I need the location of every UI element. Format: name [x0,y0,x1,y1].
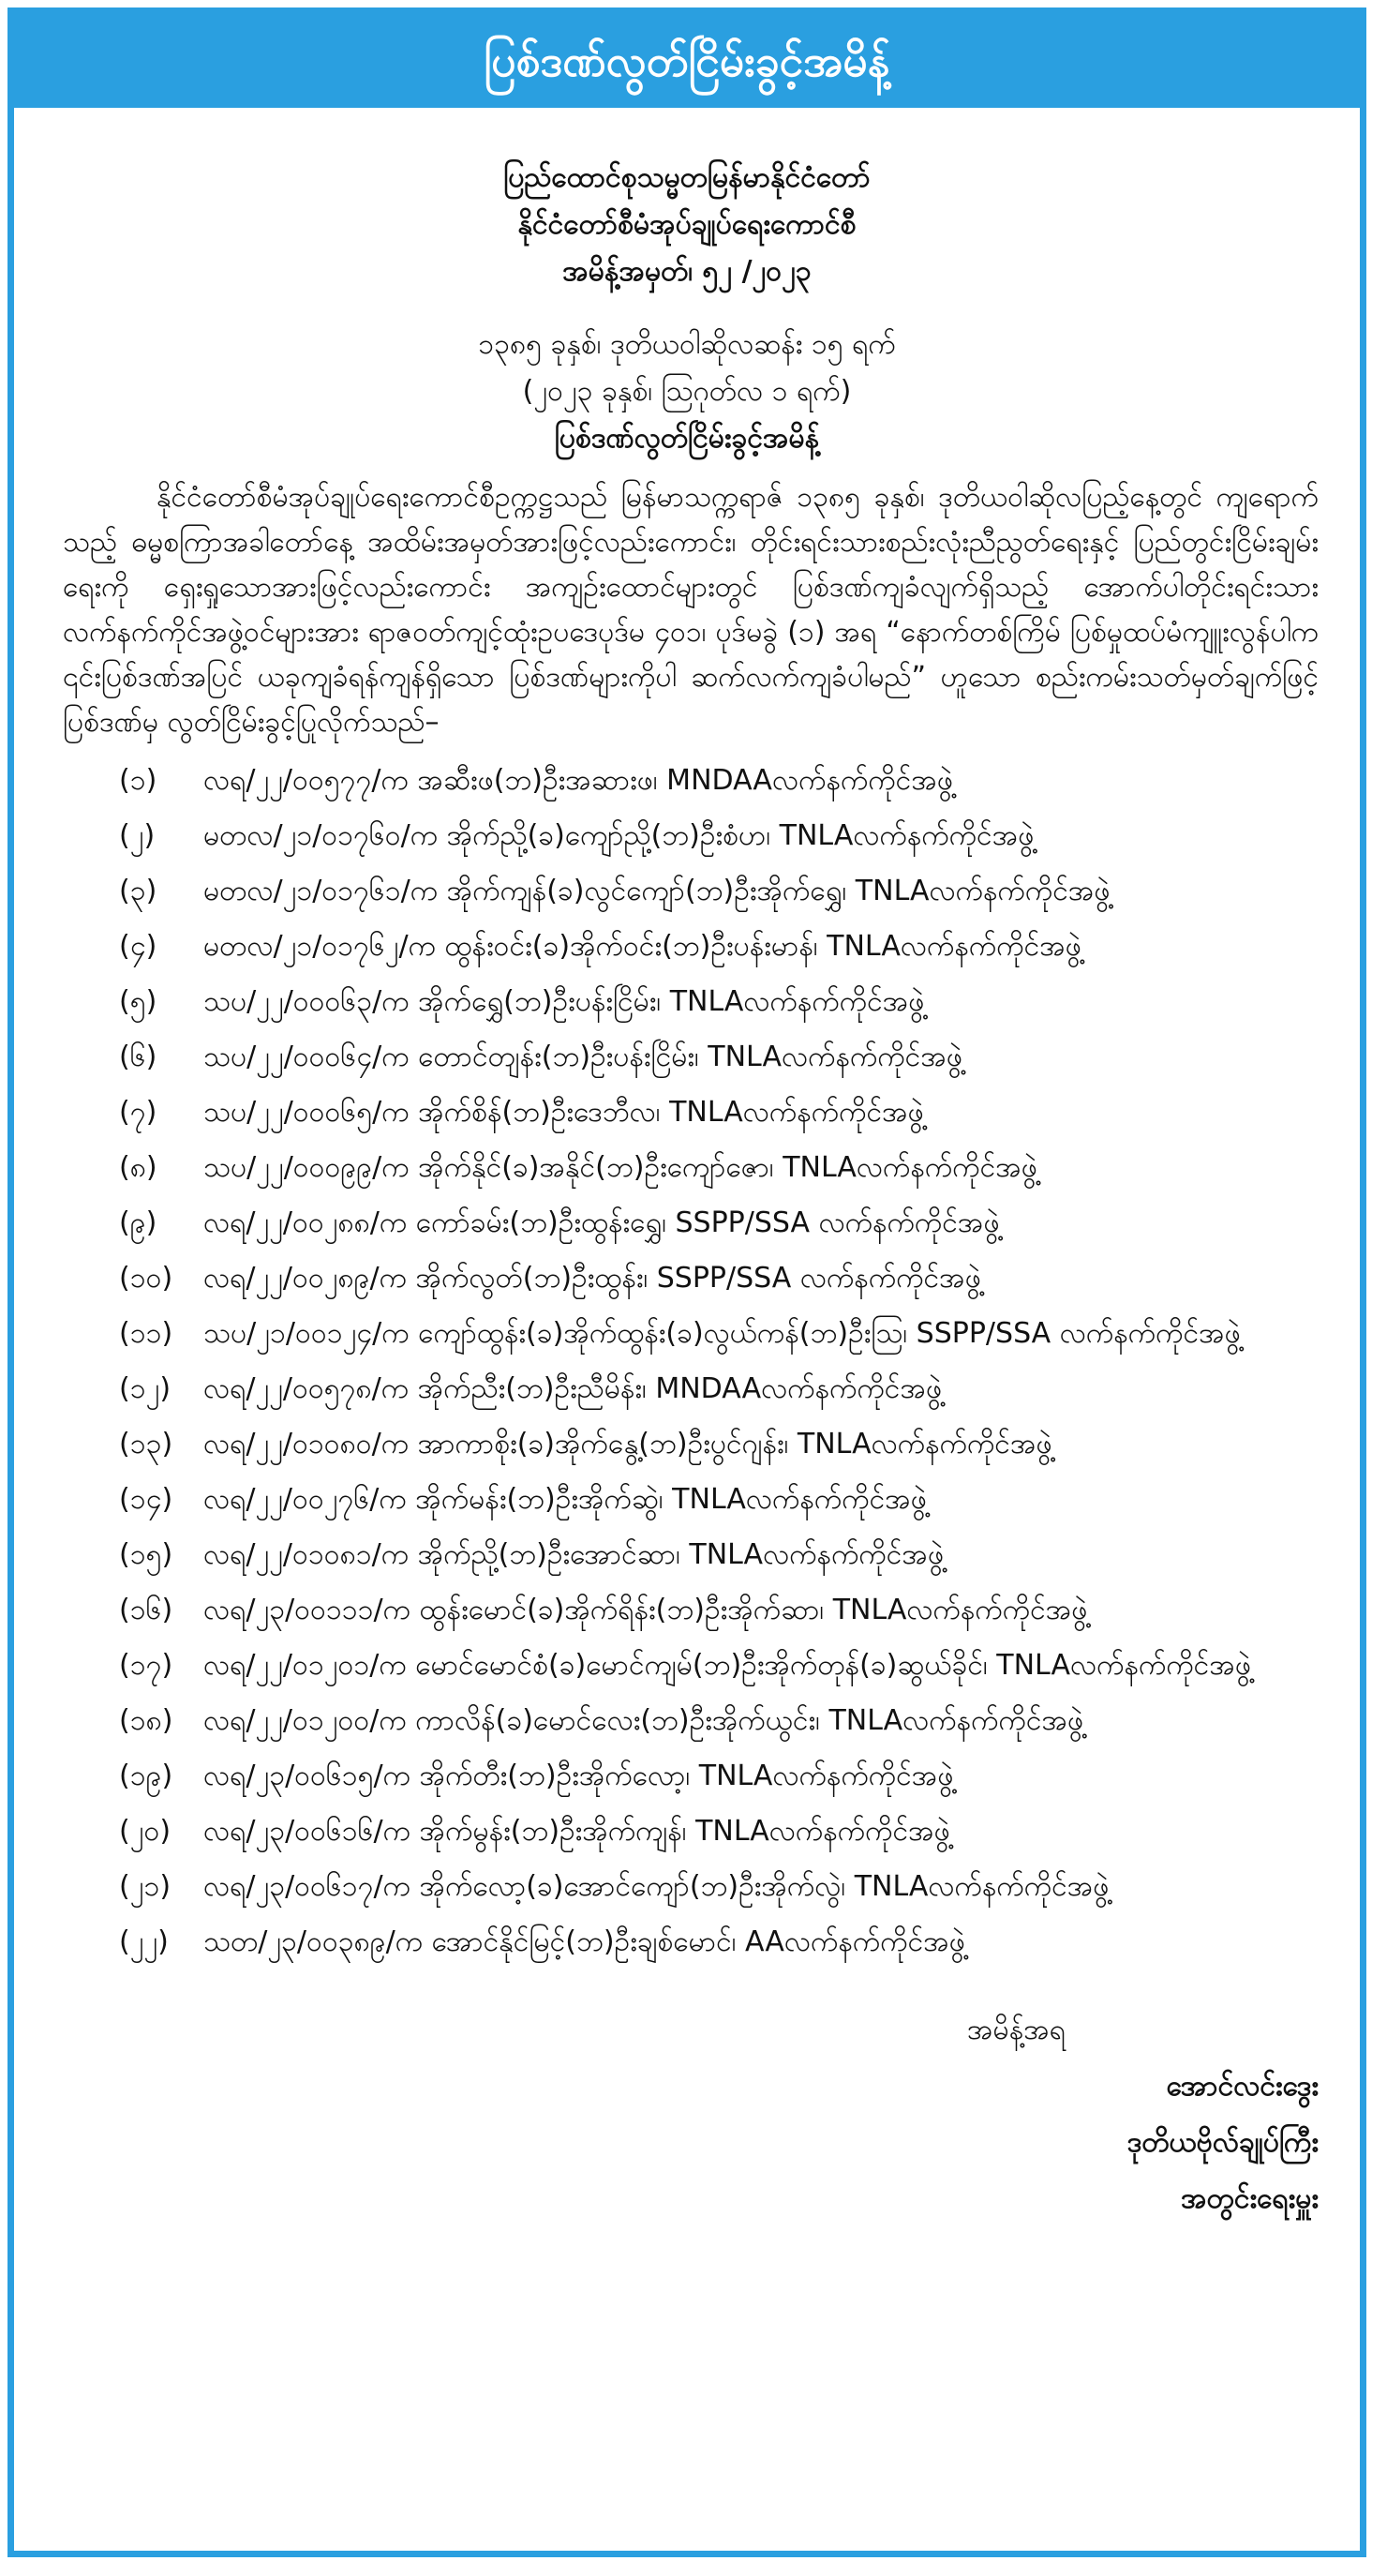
item-number: (၂၀) [119,1815,172,1848]
item-number: (၉) [119,1206,157,1239]
item-text: လရ/၂၂/၀၁၀၈၁/က အိုက်ညို့(ဘ)ဦးအောင်ဆာ၊ TNLAလက်နက်ကိုင်အဖွဲ့ [203,1538,945,1571]
item-text: မတလ/၂၁/၀၁၇၆၂/က ထွန်းဝင်း(ခ)အိုက်ဝင်း(ဘ)ဦးပန်းမာန်၊ TNLAလက်နက်ကိုင်အဖွဲ့ [203,930,1081,963]
signatory-name: အောင်လင်းဒွေး [1166,2070,1319,2103]
list-item [63,1699,1319,1744]
item-number: (၅) [119,985,157,1018]
item-text: သပ/၂၂/၀၀၀၆၃/က အိုက်ရွှေ(ဘ)ဦးပန်းငြိမ်း၊ TNLAလက်နက်ကိုင်အဖွဲ့ [203,985,925,1018]
item-number: (၈) [119,1151,157,1184]
list-item [63,1090,1319,1135]
list-item [63,980,1319,1025]
item-number: (၁၁) [119,1317,173,1350]
item-text: သပ/၂၁/၀၀၁၂၄/က ကျော်ထွန်း(ခ)အိုက်ထွန်း(ခ)လွယ်ကန်(ဘ)ဦးဩ၊ SSPP/SSA လက်နက်ကိုင်အဖွဲ့ [203,1317,1241,1350]
list-item [63,1477,1319,1522]
banner-title: ပြစ်ဒဏ်လွတ်ငြိမ်းခွင့်အမိန့် [14,14,1360,108]
item-text: သတ/၂၃/၀၀၃၈၉/က အောင်နိုင်မြင့်(ဘ)ဦးချစ်မောင်၊ AAလက်နက်ကိုင်အဖွဲ့ [203,1925,965,1958]
list-item [63,1201,1319,1246]
item-text: လရ/၂၃/၀၀၆၁၅/က အိုက်တီး(ဘ)ဦးအိုက်လော့၊ TNLAလက်နက်ကိုင်အဖွဲ့ [203,1760,954,1792]
list-item [63,1643,1319,1688]
pardon-list [63,758,1319,1965]
list-item [63,1311,1319,1356]
list-item [63,1809,1319,1854]
order-body [14,475,1360,1965]
order-subtitle: ပြစ်ဒဏ်လွတ်ငြိမ်းခွင့်အမိန့် [554,422,820,455]
item-text: လရ/၂၃/၀၀၆၁၇/က အိုက်လော့(ခ)အောင်ကျော်(ဘ)ဦးအိုက်လွဲ၊ TNLAလက်နက်ကိုင်အဖွဲ့ [203,1870,1110,1903]
item-number: (၁၄) [119,1483,173,1516]
item-number: (၁၂) [119,1372,172,1405]
item-number: (၁၇) [119,1649,173,1682]
item-text: လရ/၂၂/၀၁၀၈၀/က အာကာစိုး(ခ)အိုက်နွေ့(ဘ)ဦးပွင်ဂျန်း၊ TNLAလက်နက်ကိုင်အဖွဲ့ [203,1428,1052,1460]
item-text: မတလ/၂၁/၀၁၇၆၁/က အိုက်ကျန်(ခ)လွင်ကျော်(ဘ)ဦးအိုက်ရွှေ၊ TNLAလက်နက်ကိုင်အဖွဲ့ [203,875,1111,907]
item-number: (၂၂) [119,1925,169,1958]
list-item [63,814,1319,859]
list-item [63,1367,1319,1412]
item-number: (၃) [119,875,157,907]
item-text: လရ/၂၂/၀၁၂၀၀/က ကာလိန်(ခ)မောင်လေး(ဘ)ဦးအိုက်ယွင်း၊ TNLAလက်နက်ကိုင်အဖွဲ့ [203,1704,1084,1737]
item-number: (၂၁) [119,1870,172,1903]
signature-block [14,2002,1360,2227]
list-item [63,1588,1319,1633]
item-number: (၁) [119,764,157,797]
item-text: သပ/၂၂/၀၀၀၉၉/က အိုက်နိုင်(ခ)အနိုင်(ဘ)ဦးကျော်ဇော၊ TNLAလက်နက်ကိုင်အဖွဲ့ [203,1151,1037,1184]
item-text: သပ/၂၂/၀၀၀၆၅/က အိုက်စိန်(ဘ)ဦးဒေဘီလ၊ TNLAလက်နက်ကိုင်အဖွဲ့ [203,1096,924,1129]
list-item [63,1146,1319,1191]
list-item [63,1920,1319,1965]
item-number: (၁၉) [119,1760,173,1792]
list-item [63,1035,1319,1080]
council-name: နိုင်ငံတော်စီမံအုပ်ချုပ်ရေးကောင်စီ [517,208,857,241]
order-number: အမိန့်အမှတ်၊ ၅၂ /၂၀၂၃ [562,255,812,288]
item-number: (၄) [119,930,157,963]
list-item [63,1865,1319,1910]
item-number: (၂) [119,819,156,852]
date-gregorian: (၂၀၂၃ ခုနှစ်၊ ဩဂုတ်လ ၁ ရက်) [522,375,852,408]
item-text: လရ/၂၂/၀၀၂၇၆/က အိုက်မန်း(ဘ)ဦးအိုက်ဆွဲ၊ TNLAလက်နက်ကိုင်အဖွဲ့ [203,1483,927,1516]
order-label: အမိန့်အရ [967,2014,1066,2046]
item-number: (၆) [119,1041,157,1073]
item-text: လရ/၂၃/၀၀၆၁၆/က အိုက်မွန်း(ဘ)ဦးအိုက်ကျန်၊ TNLAလက်နက်ကိုင်အဖွဲ့ [203,1815,950,1848]
list-item [63,1256,1319,1301]
list-item [63,758,1319,803]
state-name: ပြည်ထောင်စုသမ္မတမြန်မာနိုင်ငံတော် [503,161,871,194]
item-text: မတလ/၂၁/၀၁၇၆၀/က အိုက်ညို့(ခ)ကျော်ညို့(ဘ)ဦးစံဟ၊ TNLAလက်နက်ကိုင်အဖွဲ့ [203,819,1035,852]
list-item [63,924,1319,969]
intro-paragraph: နိုင်ငံတော်စီမံအုပ်ချုပ်ရေးကောင်စီဥက္ကဋ္ဌသည် မြန်မာသက္ကရာဇ် ၁၃၈၅ ခုနှစ်၊ ဒုတိယဝါဆိုလပြည့်နေ့တွင် ကျရောက်သည့် ဓမ္မစကြာအခါတော်နေ့ အထိမ်းအမှတ်အားဖြင့်လည်းကောင်း၊ တိုင်းရင်းသားစည်းလုံးညီညွတ်ရေးနှင့် ပြည်တွင်းငြိမ်းချမ်းရေးကို ရှေးရှုသောအားဖြင့်လည်းကောင်း အကျဉ်းထောင်များတွင် ပြစ်ဒဏ်ကျခံလျက်ရှိသည့် အောက်ပါတိုင်းရင်းသားလက်နက်ကိုင်အဖွဲ့ဝင်များအား ရာဇဝတ်ကျင့်ထုံးဥပဒေပုဒ်မ ၄၀၁၊ ပုဒ်မခွဲ (၁) အရ “နောက်တစ်ကြိမ် ပြစ်မှုထပ်မံကျူးလွန်ပါက ၎င်းပြစ်ဒဏ်အပြင် ယခုကျခံရန်ကျန်ရှိသော ပြစ်ဒဏ်များကိုပါ ဆက်လက်ကျခံပါမည်” ဟူသော စည်းကမ်းသတ်မှတ်ချက်ဖြင့် ပြစ်ဒဏ်မှ လွတ်ငြိမ်းခွင့်ပြုလိုက်သည်– [63,481,1319,739]
item-text: လရ/၂၂/၀၀၂၈၈/က ကော်ခမ်း(ဘ)ဦးထွန်းရွှေ၊ SSPP/SSA လက်နက်ကိုင်အဖွဲ့ [203,1206,1000,1239]
header-block [14,155,1360,462]
item-text: လရ/၂၂/၀၁၂၀၁/က မောင်မောင်စံ(ခ)မောင်ကျမ်(ဘ)ဦးအိုက်တုန်(ခ)ဆွယ်ခိုင်၊ TNLAလက်နက်ကိုင်အဖွဲ့ [203,1649,1251,1682]
item-number: (၁၅) [119,1538,173,1571]
item-number: (၇) [119,1096,157,1129]
item-text: လရ/၂၂/၀၀၅၇၇/က အဆီးဖ(ဘ)ဦးအဆားဖ၊ MNDAAလက်နက်ကိုင်အဖွဲ့ [203,764,953,797]
list-item [63,1422,1319,1467]
signatory-rank: ဒုတိယဗိုလ်ချုပ်ကြီး [1126,2126,1319,2159]
list-item [63,1754,1319,1799]
announcement-frame [7,7,1366,2557]
item-text: သပ/၂၂/၀၀၀၆၄/က တောင်တျန်း(ဘ)ဦးပန်းငြိမ်း၊ TNLAလက်နက်ကိုင်အဖွဲ့ [203,1041,962,1073]
item-text: လရ/၂၂/၀၀၂၈၉/က အိုက်လွတ်(ဘ)ဦးထွန်း၊ SSPP/SSA လက်နက်ကိုင်အဖွဲ့ [203,1262,981,1295]
signatory-position: အတွင်းရေးမှူး [1181,2182,1319,2215]
item-number: (၁၃) [119,1428,173,1460]
item-text: လရ/၂၂/၀၀၅၇၈/က အိုက်ညီး(ဘ)ဦးညီမိန်း၊ MNDAAလက်နက်ကိုင်အဖွဲ့ [203,1372,943,1405]
item-text: လရ/၂၃/၀၀၁၁၁/က ထွန်းမောင်(ခ)အိုက်ရိန်း(ဘ)ဦးအိုက်ဆာ၊ TNLAလက်နက်ကိုင်အဖွဲ့ [203,1594,1088,1626]
item-number: (၁၆) [119,1594,173,1626]
item-number: (၁၈) [119,1704,173,1737]
item-number: (၁၀) [119,1262,173,1295]
date-myanmar: ၁၃၈၅ ခုနှစ်၊ ဒုတိယဝါဆိုလဆန်း ၁၅ ရက် [478,328,896,361]
list-item [63,1533,1319,1578]
list-item [63,869,1319,914]
